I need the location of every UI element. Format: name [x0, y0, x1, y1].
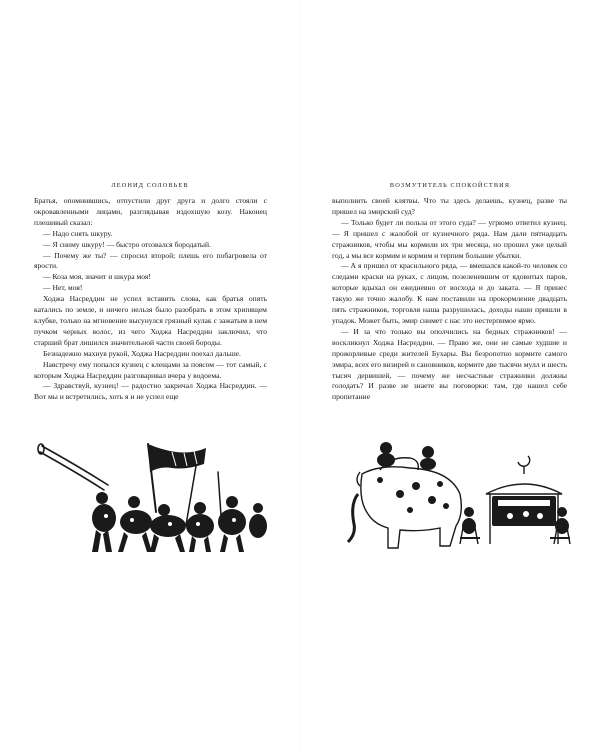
- right-paragraph-2: — Только будет ли польза от этого суда? — угрюмо ответил кузнец. — Я пришел с жалобой от кузнечного ряда. Нам дали пятнадцать стражников, чтобы мы кормили их три месяца, но прошел уже целый год, а мы все кормим и кормим и терпим большие убытки.: [332, 217, 567, 260]
- right-body-text: [332, 196, 567, 403]
- right-running-head: ВОЗМУТИТЕЛЬ СПОКОЙСТВИЯ: [389, 182, 511, 189]
- procession-illustration: [36, 430, 268, 558]
- right-paragraph-4: — И за что только вы ополчились на бедных стражников! — воскликнул Ходжа Насреддин. — Право же, они не самые худшие и прожорливые среди жителей Бухары. Вы безропотно кормите самого эмира, всех его визирей и сановников, кормите две тысячи мулл и шесть тысяч дервишей, — почему же несчастные стражники должны голодать? И разве не знаете вы поговорки: там, где нашел себе пропитание: [332, 326, 567, 402]
- elephant-palanquin-illustration: [340, 434, 572, 562]
- left-paragraph-2: — Надо снять шкуру.: [43, 228, 113, 238]
- left-paragraph-8: Безнадежно махнув рукой, Ходжа Насреддин поехал дальше.: [43, 348, 241, 358]
- right-paragraph-1: выполнить своей клятвы. Что ты здесь делаешь, кузнец, разве ты пришел на эмирский суд?: [332, 196, 567, 216]
- left-paragraph-6: — Нет, моя!: [43, 283, 83, 293]
- left-paragraph-10: — Здравствуй, кузнец! — радостно закричал Ходжа Насреддин. — Вот мы и встретились, хоть я и не успел еще: [34, 381, 267, 402]
- left-running-head: ЛЕОНИД СОЛОВЬЕВ: [111, 182, 189, 189]
- right-page: [300, 0, 600, 750]
- left-paragraph-4: — Почему же ты? — спросил второй; плешь его побагровела от ярости.: [34, 250, 267, 271]
- left-body-text: [34, 196, 267, 403]
- right-paragraph-3: — А я пришел от красильного ряда, — вмешался какой-то человек со следами краски на руках, с лицом, позеленевшим от ядовитых паров, которые вдыхал он ежедневно от восхода и до заката. — Я принес такую же точно жалобу. К нам поставили на прокормление двадцать пять стражников, торговля наша разрушилась, доходы наши пришли в упадок. Может быть, эмир снимет с нас это нестерпимое ярмо.: [332, 261, 567, 325]
- left-paragraph-7: Ходжа Насреддин не успел вставить слова, как братья опять катались по земле, и ничего нельзя было разобрать в этом хрипящем клубке, только на мгновение высунулся грязный кулак с зажатым в нем пучком черных волос, из чего Ходжа Насреддин заключил, что старший брат лишился значительной части своей бороды.: [34, 294, 267, 347]
- left-paragraph-9: Навстречу ему попался кузнец с клещами за поясом — тот самый, с которым Ходжа Насреддин разговаривал вчера у водоема.: [34, 359, 267, 380]
- left-paragraph-1: Братья, опомнившись, отпустили друг друга и долго стояли с окровавленными лицами, разглядывая издохшую козу. Наконец плешивый сказал:: [34, 196, 267, 227]
- left-paragraph-3: — Я сниму шкуру! — быстро отозвался бородатый.: [43, 239, 211, 249]
- left-paragraph-5: — Коза моя, значит и шкура моя!: [43, 272, 151, 282]
